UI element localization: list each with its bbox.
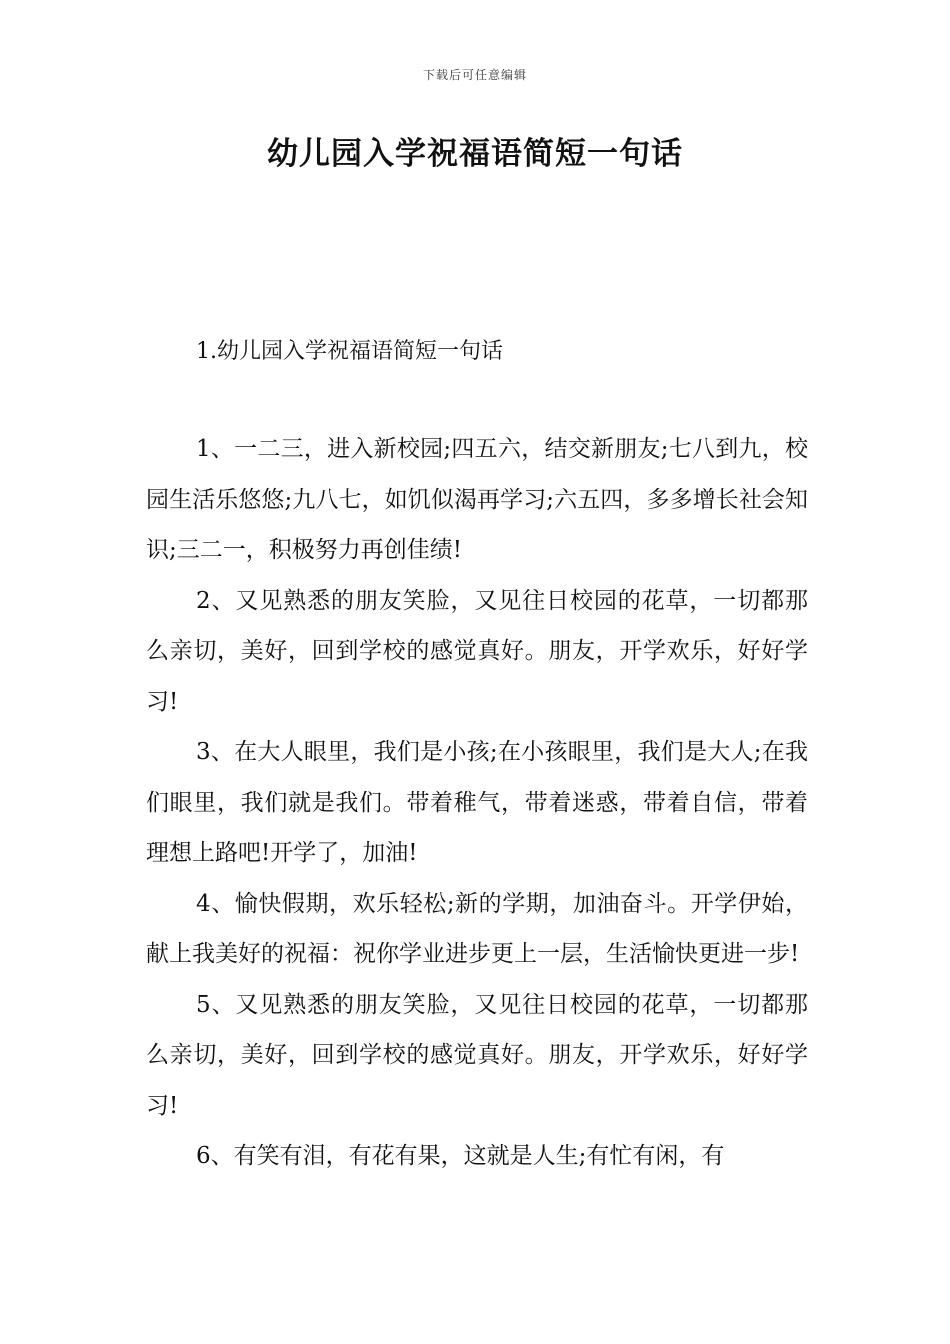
document-title: 幼儿园入学祝福语简短一句话 xyxy=(267,136,683,172)
paragraph-2: 2、又见熟悉的朋友笑脸，又见往日校园的花草，一切都那么亲切，美好，回到学校的感觉真好。朋友，开学欢乐，好好学习! xyxy=(146,587,808,715)
paragraph-6: 6、有笑有泪，有花有果，这就是人生;有忙有闲，有 xyxy=(196,1143,725,1169)
paragraph-5: 5、又见熟悉的朋友笑脸，又见往日校园的花草，一切都那么亲切，美好，回到学校的感觉真好。朋友，开学欢乐，好好学习! xyxy=(146,991,808,1119)
paragraph-1: 1、一二三，进入新校园;四五六，结交新朋友;七八到九，校园生活乐悠悠;九八七，如饥似渴再学习;六五四，多多增长社会知识;三二一，积极努力再创佳绩! xyxy=(146,436,808,563)
header-note: 下载后可任意编辑 xyxy=(422,68,527,82)
paragraph-3: 3、在大人眼里，我们是小孩;在小孩眼里，我们是大人;在我们眼里，我们就是我们。带着稚气，带着迷惑，带着自信，带着理想上路吧!开学了，加油! xyxy=(146,739,808,866)
paragraph-4: 4、愉快假期，欢乐轻松;新的学期，加油奋斗。开学伊始，献上我美好的祝福：祝你学业进步更上一层，生活愉快更进一步! xyxy=(146,890,808,967)
document-body xyxy=(146,424,808,1182)
section-heading: 1.幼儿园入学祝福语简短一句话 xyxy=(196,339,503,364)
